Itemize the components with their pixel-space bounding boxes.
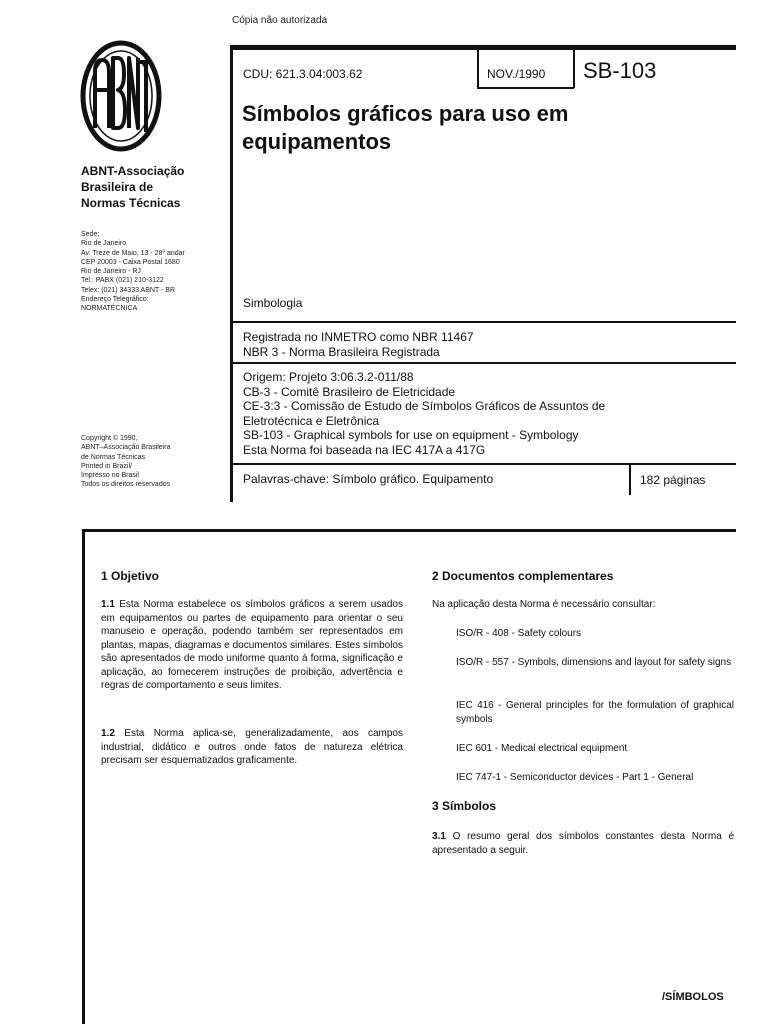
section-divider — [233, 362, 736, 364]
headquarters-address — [81, 230, 231, 314]
paragraph-number: 1.2 — [101, 728, 115, 739]
address-line: NORMATÉCNICA — [81, 305, 138, 313]
paragraph-number: 1.1 — [101, 599, 115, 610]
registration-line: Registrada no INMETRO como NBR 11467 — [243, 330, 474, 344]
section-2-heading: 2 Documentos complementares — [432, 569, 614, 583]
header-frame-left — [230, 45, 233, 502]
section-divider — [233, 463, 736, 465]
origin-info — [243, 370, 723, 457]
address-line: Tel.: PABX (021) 210-3122 — [81, 277, 164, 285]
organization-name — [81, 163, 221, 211]
section-2-intro: Na aplicação desta Norma é necessário consultar: — [432, 599, 656, 610]
standard-code: SB-103 — [583, 58, 657, 83]
copyright-notice — [81, 434, 231, 490]
keywords: Palavras-chave: Símbolo gráfico. Equipamento — [243, 472, 494, 486]
registration-info — [243, 330, 723, 359]
page-count: 182 páginas — [640, 473, 706, 487]
copyright-line: Printed in Brazil/ — [81, 462, 132, 470]
title-line: Símbolos gráficos para uso em — [242, 101, 569, 126]
address-line: Telex: (021) 34333 ABNT - BR — [81, 286, 176, 294]
paragraph-1-1 — [101, 598, 403, 693]
section-divider — [233, 321, 736, 323]
address-line: Rio de Janeiro — [81, 240, 127, 248]
reference-item: ISO/R - 408 - Safety colours — [456, 628, 582, 639]
watermark-text: Cópia não autorizada — [232, 15, 328, 26]
paragraph-3-1 — [432, 830, 734, 857]
org-name-line: ABNT-Associação — [81, 164, 185, 178]
publication-date: NOV./1990 — [487, 67, 546, 81]
cdu-code: CDU: 621.3.04:003.62 — [243, 67, 363, 81]
subject-label: Simbologia — [243, 296, 303, 310]
copyright-line: Todos os direitos reservados — [81, 481, 171, 489]
origin-line: Origem: Projeto 3:06.3.2-011/88 — [243, 370, 414, 384]
address-line: Endereço Telegráfico: — [81, 296, 149, 304]
section-3-heading: 3 Símbolos — [432, 799, 497, 813]
pages-divider — [629, 465, 631, 495]
reference-item: IEC 747-1 - Semiconductor devices - Part 1 - General — [456, 772, 694, 783]
abnt-logo — [80, 40, 162, 152]
address-line: Sede: — [81, 231, 100, 238]
header-divider — [477, 50, 479, 88]
reference-item: ISO/R - 557 - Symbols, dimensions and layout for safety signs — [456, 657, 732, 668]
document-title — [242, 100, 722, 156]
origin-line: CB-3 - Comitê Brasileiro de Eletricidade — [243, 384, 456, 399]
header-divider — [573, 50, 575, 88]
body-frame-top — [82, 529, 736, 532]
address-line: CEP 20003 - Caixa Postal 1680 — [81, 258, 180, 266]
org-name-line: Normas Técnicas — [81, 196, 181, 210]
copyright-line: Copyright © 1990, — [81, 435, 138, 442]
origin-line: SB-103 - Graphical symbols for use on equipment - Symbology — [243, 428, 579, 442]
origin-line: Esta Norma foi baseada na IEC 417A a 417G — [243, 442, 486, 457]
paragraph-text: Esta Norma aplica-se, generalizadamente, aos campos industrial, didático e outros onde fatos de natureza elétrica precisam ser esquematizados graficamente. — [101, 728, 403, 766]
copyright-line: de Normas Técnicas — [81, 453, 146, 461]
org-name-line: Brasileira de — [81, 180, 154, 194]
address-line: Av. Treze de Maio, 13 - 28º andar — [81, 249, 185, 257]
paragraph-1-2 — [101, 727, 403, 768]
copyright-line: ABNT–Associação Brasileira — [81, 444, 171, 452]
copyright-line: Impresso no Brasil — [81, 472, 139, 480]
origin-line: Eletrotécnica e Eletrônica — [243, 413, 380, 428]
paragraph-text: O resumo geral dos símbolos constantes desta Norma é apresentado a seguir. — [432, 831, 735, 856]
body-frame-left — [82, 529, 85, 1024]
paragraph-text: Esta Norma estabelece os símbolos gráficos a serem usados em equipamentos ou partes de equipamento para orientar o seu manuseio e operação, podendo também ser representados em plantas, mapas, diagramas e documentos similares. Estes símbolos são apresentados de modo uniforme quanto à forma, significação e aplicação, ao fornecerem instruções de proibição, advertência e regras de comportamento e seus limites. — [101, 599, 403, 691]
header-frame-top — [230, 45, 736, 50]
registration-line: NBR 3 - Norma Brasileira Registrada — [243, 344, 440, 359]
origin-line: CE-3:3 - Comissão de Estudo de Símbolos Gráficos de Assuntos de — [243, 399, 606, 413]
title-line: equipamentos — [242, 129, 392, 154]
section-1-heading: 1 Objetivo — [101, 569, 160, 583]
reference-item: IEC 416 - General principles for the formulation of graphical symbols — [456, 700, 734, 725]
paragraph-number: 3.1 — [432, 831, 446, 842]
continuation-marker: /SÍMBOLOS — [662, 991, 724, 1003]
reference-item: IEC 601 - Medical electrical equipment — [456, 743, 628, 754]
address-line: Rio de Janeiro - RJ — [81, 268, 141, 276]
header-divider — [477, 87, 574, 89]
